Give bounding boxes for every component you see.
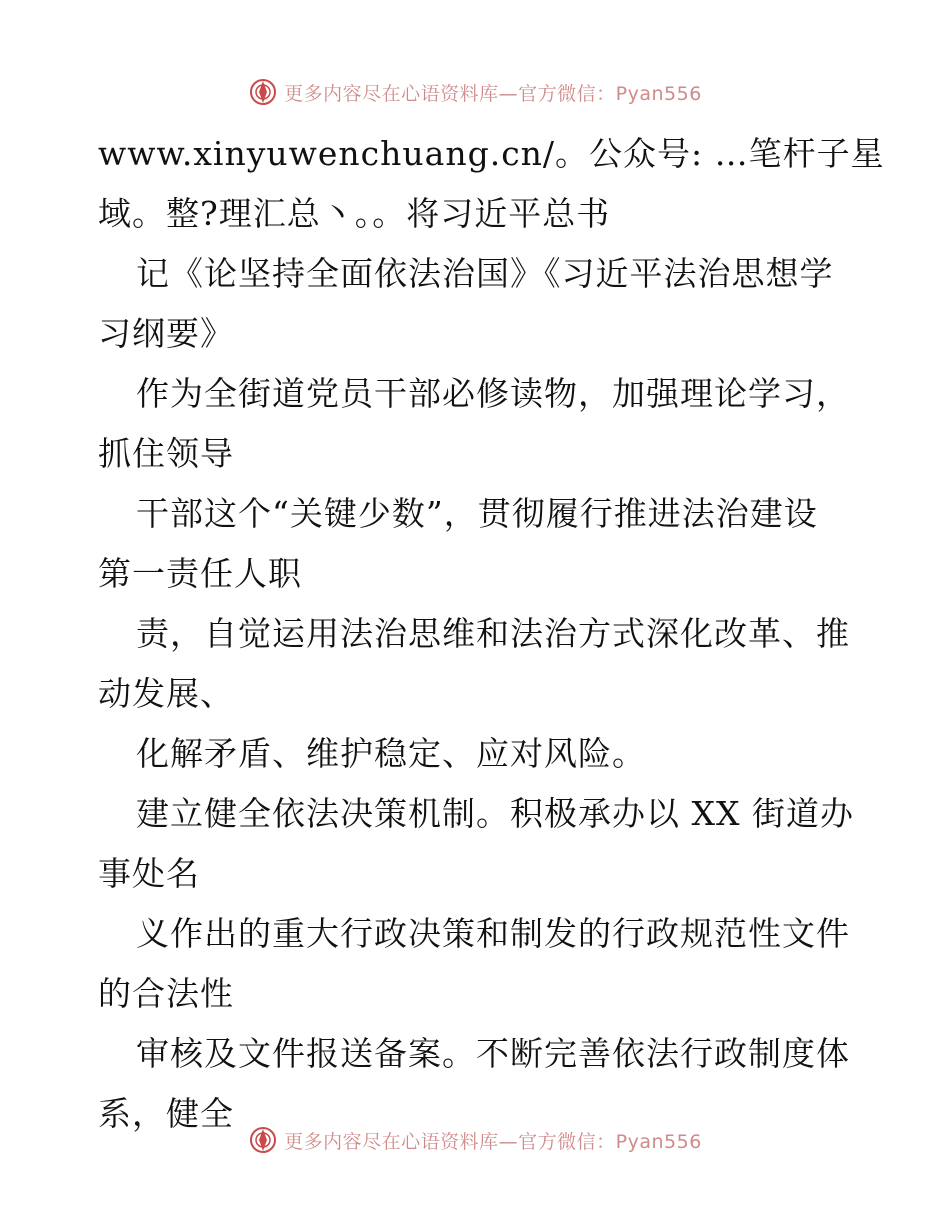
pen-nib-logo-icon xyxy=(248,1125,278,1155)
paragraph-line: 习纲要》 xyxy=(98,314,234,353)
header-watermark xyxy=(0,72,950,112)
paragraph-line: 动发展、 xyxy=(98,674,234,713)
paragraph-line: 义作出的重大行政决策和制发的行政规范性文件 xyxy=(136,914,850,953)
paragraph-line: 化解矛盾、维护稳定、应对风险。 xyxy=(136,734,646,773)
header-banner-text: 更多内容尽在心语资料库—官方微信：Pyan556 xyxy=(284,82,702,105)
paragraph-line: 作为全街道党员干部必修读物，加强理论学习， xyxy=(136,374,850,413)
paragraph-line: 记《论坚持全面依法治国》《习近平法治思想学 xyxy=(136,254,834,293)
paragraph-line: 的合法性 xyxy=(98,974,234,1013)
paragraph-line: 系，健全 xyxy=(98,1094,234,1133)
footer-banner-text: 更多内容尽在心语资料库—官方微信：Pyan556 xyxy=(284,1130,702,1153)
pen-nib-logo-icon xyxy=(248,77,278,107)
paragraph-line: 抓住领导 xyxy=(98,434,234,473)
paragraph-line: 审核及文件报送备案。不断完善依法行政制度体 xyxy=(136,1034,850,1073)
paragraph-line: 域。整?理汇总丶。。将习近平总书 xyxy=(98,194,611,233)
paragraph-line: 干部这个“关键少数”，贯彻履行推进法治建设 xyxy=(136,494,818,533)
paragraph-line: 责，自觉运用法治思维和法治方式深化改革、推 xyxy=(136,614,850,653)
document-body xyxy=(98,124,885,1144)
paragraph-line: 第一责任人职 xyxy=(98,554,302,593)
paragraph-line: www.xinyuwenchuang.cn/。公众号: …笔杆子星 xyxy=(98,134,885,173)
paragraph-line: 建立健全依法决策机制。积极承办以 XX 街道办 xyxy=(136,794,854,833)
footer-watermark xyxy=(0,1120,950,1160)
paragraph-line: 事处名 xyxy=(98,854,200,893)
